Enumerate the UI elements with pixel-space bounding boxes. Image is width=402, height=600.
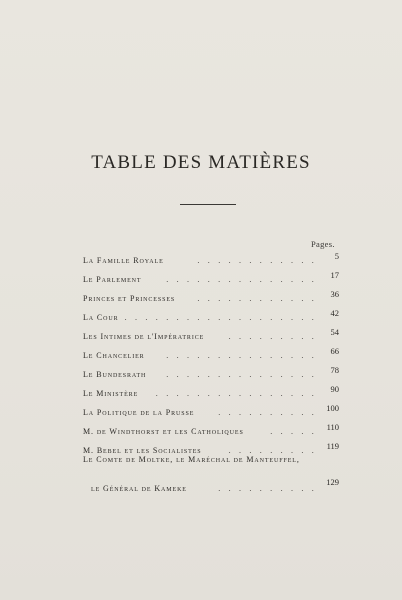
toc-entry-multiline	[83, 455, 339, 493]
toc-entry-label: Le Bundesrath	[83, 370, 147, 379]
toc-entry-label: M. Bebel et les Socialistes	[83, 446, 202, 455]
toc-entry	[83, 246, 339, 265]
table-of-contents	[83, 246, 339, 493]
leader-dots: . . . . . . . . . . . . . . .	[166, 351, 317, 360]
toc-entry-page: 110	[326, 422, 339, 432]
toc-entry	[83, 360, 339, 379]
leader-dots: . . . . .	[270, 427, 317, 436]
toc-entry-label: Le Parlement	[83, 275, 142, 284]
toc-entry-page: 54	[330, 327, 339, 337]
toc-entry-label: Le Chancelier	[83, 351, 145, 360]
pages-column-header: Pages.	[311, 239, 335, 249]
toc-entry-page: 119	[326, 441, 339, 451]
toc-entry	[83, 322, 339, 341]
toc-entry	[83, 379, 339, 398]
toc-entry-label: Les Intimes de l'Impératrice	[83, 332, 205, 341]
toc-entry-page: 78	[330, 365, 339, 375]
toc-entry-label: La Famille Royale	[83, 256, 164, 265]
leader-dots: . . . . . . . . . . . .	[197, 294, 317, 303]
toc-entry-page: 17	[330, 270, 339, 280]
leader-dots: . . . . . . . . .	[228, 446, 317, 455]
leader-dots: . . . . . . . . . . . . . . .	[166, 275, 317, 284]
toc-entry-page: 5	[334, 251, 339, 261]
leader-dots: . . . . . . . . . . . . . . .	[166, 370, 317, 379]
toc-entry-page: 90	[330, 384, 339, 394]
toc-entry	[83, 265, 339, 284]
toc-entry-label-line1: Le Comte de Moltke, le Maréchal de Manteuffel,	[83, 455, 300, 464]
toc-entry	[83, 303, 339, 322]
page-title: TABLE DES MATIÈRES	[91, 152, 311, 173]
toc-entry	[83, 341, 339, 360]
toc-entry-label: M. de Windthorst et les Catholiques	[83, 427, 244, 436]
toc-entry-page: 129	[326, 477, 339, 487]
toc-entry-label: La Politique de la Prusse	[83, 408, 195, 417]
toc-entry-label: Princes et Princesses	[83, 294, 176, 303]
toc-entry	[83, 398, 339, 417]
toc-entry-page: 36	[330, 289, 339, 299]
toc-entry-label: Le Ministère	[83, 389, 139, 398]
toc-entry-page: 42	[330, 308, 339, 318]
leader-dots: . . . . . . . . . .	[218, 484, 317, 493]
toc-entry	[83, 417, 339, 436]
toc-entry-label-line2: le Général de Kameke	[91, 484, 187, 493]
leader-dots: . . . . . . . . . . . . . . . . . . .	[124, 313, 317, 322]
title-rule	[180, 204, 236, 205]
toc-entry-label: La Cour	[83, 313, 119, 322]
leader-dots: . . . . . . . . . .	[218, 408, 317, 417]
toc-entry	[83, 284, 339, 303]
leader-dots: . . . . . . . . .	[228, 332, 317, 341]
leader-dots: . . . . . . . . . . . . . . . .	[155, 389, 317, 398]
toc-entry	[83, 436, 339, 455]
leader-dots: . . . . . . . . . . . .	[197, 256, 317, 265]
toc-entry-page: 66	[330, 346, 339, 356]
toc-entry-page: 100	[326, 403, 339, 413]
